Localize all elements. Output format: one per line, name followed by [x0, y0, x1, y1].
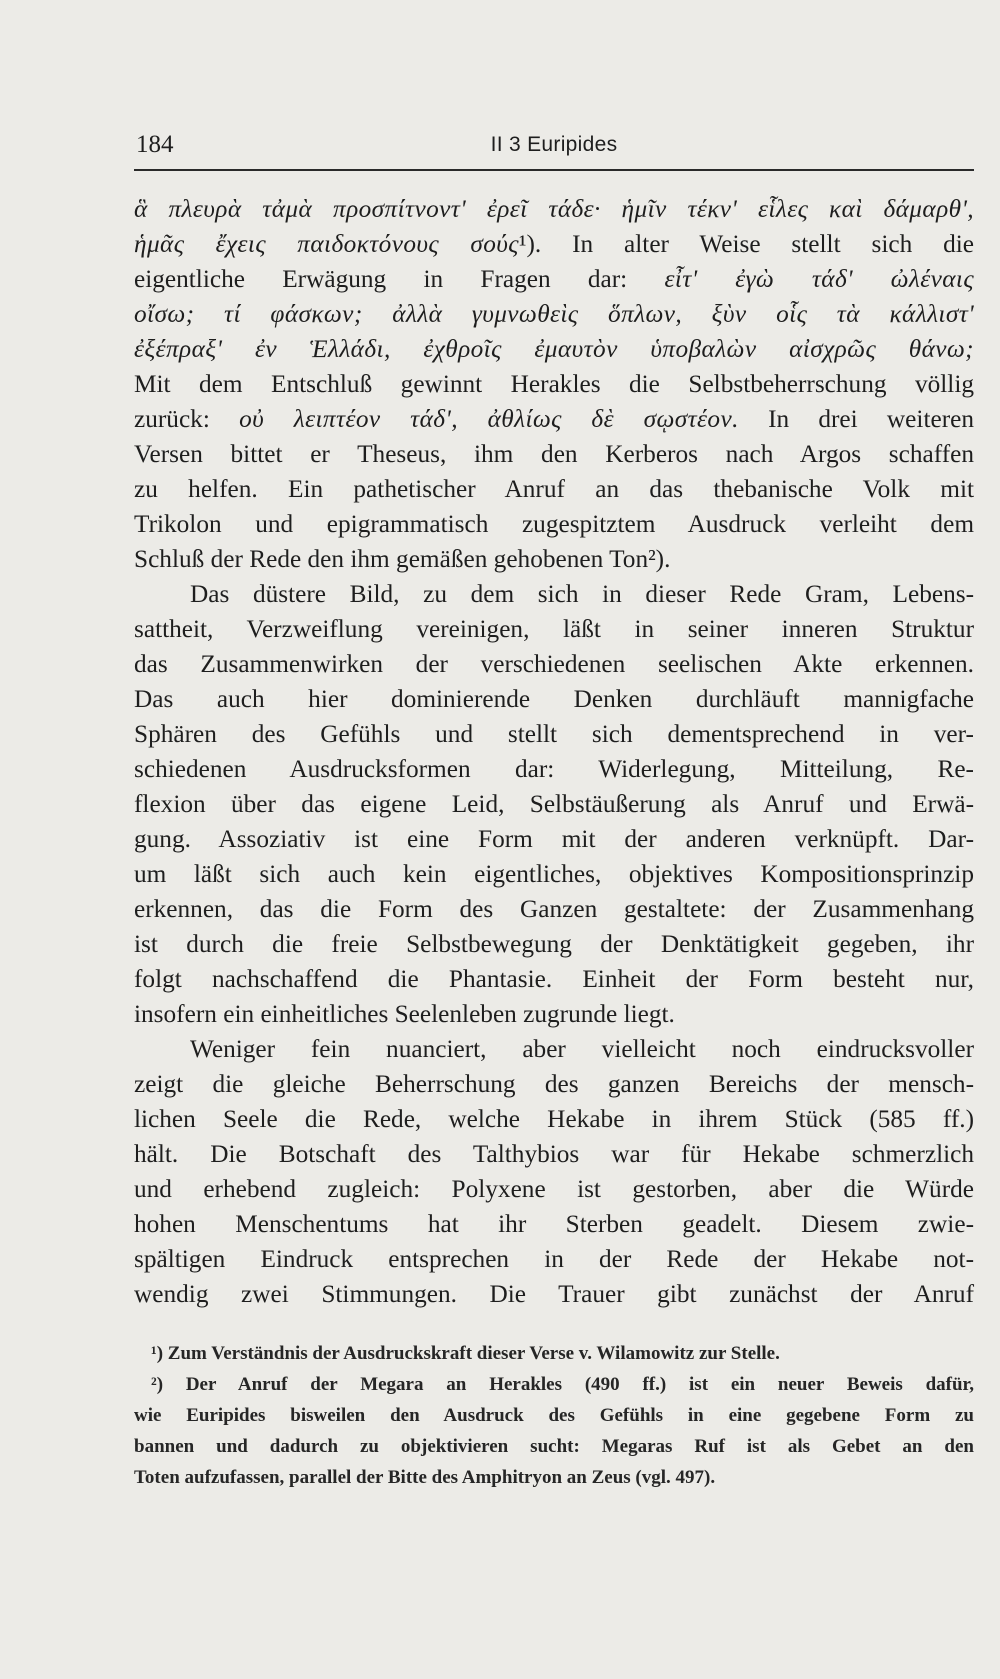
footnotes	[134, 1338, 974, 1493]
text-line: schiedenen Ausdrucksformen dar: Widerlegung, Mitteilung, Re-	[134, 755, 974, 783]
text-line: Mit dem Entschluß gewinnt Herakles die Selbstbeherrschung völlig	[134, 370, 974, 398]
text-line: ἐξέπραξ' ἐν Ἑλλάδι, ἐχθροῖς ἐμαυτὸν ὑποβαλὼν αἰσχρῶς θάνω;	[134, 335, 974, 363]
greek-quote: εἶτ' ἐγὼ τάδ' ὠλέναις	[664, 265, 974, 293]
text-line: ἃ πλευρὰ τἀμὰ προσπίτνοντ' ἐρεῖ τάδε· ἡμῖν τέκν' εἷλες καὶ δάμαρθ',	[134, 195, 974, 223]
text-line: Schluß der Rede den ihm gemäßen gehobenen Ton²).	[134, 545, 671, 573]
page-number: 184	[136, 131, 174, 158]
running-title: II 3 Euripides	[490, 133, 618, 156]
text-line: erkennen, das die Form des Ganzen gestaltete: der Zusammenhang	[134, 895, 974, 923]
text-line: Versen bittet er Theseus, ihm den Kerberos nach Argos schaffen	[134, 440, 974, 468]
text-line: insofern ein einheitliches Seelenleben zugrunde liegt.	[134, 1000, 675, 1028]
footnote-line: wie Euripides bisweilen den Ausdruck des Gefühls in eine gegebene Form zu	[134, 1405, 974, 1426]
footnote-1: ¹) Zum Verständnis der Ausdruckskraft dieser Verse v. Wilamowitz zur Stelle.	[151, 1343, 780, 1364]
text-segment: eigentliche Erwägung in Fragen dar:	[134, 265, 628, 293]
text-line: wendig zwei Stimmungen. Die Trauer gibt zunächst der Anruf	[134, 1280, 974, 1308]
main-text	[134, 192, 974, 1312]
header-rule	[134, 169, 974, 171]
text-line: οἴσω; τί φάσκων; ἀλλὰ γυμνωθεὶς ὅπλων, ξὺν οἷς τὰ κάλλιστ'	[134, 300, 974, 328]
text-line: folgt nachschaffend die Phantasie. Einheit der Form besteht nur,	[134, 965, 974, 993]
text-line: flexion über das eigene Leid, Selbstäußerung als Anruf und Erwä-	[134, 790, 974, 818]
footnote-2: ²) Der Anruf der Megara an Herakles (490 ff.) ist ein neuer Beweis dafür,	[151, 1374, 974, 1395]
text-line: und erhebend zugleich: Polyxene ist gestorben, aber die Würde	[134, 1175, 974, 1203]
text-segment: ¹). In alter Weise stellt sich die	[518, 230, 974, 258]
text-line: Das düstere Bild, zu dem sich in dieser Rede Gram, Lebens-	[190, 580, 974, 608]
greek-quote: ἡμᾶς ἔχεις παιδοκτόνους σούς	[134, 230, 519, 258]
greek-quote: οὐ λειπτέον τάδ', ἀθλίως δὲ σῳστέον.	[239, 405, 739, 433]
text-line: ist durch die freie Selbstbewegung der Denktätigkeit gegeben, ihr	[134, 930, 974, 958]
text-line: um läßt sich auch kein eigentliches, objektives Kompositionsprinzip	[134, 860, 974, 888]
text-segment: zurück:	[134, 405, 210, 433]
text-line: Das auch hier dominierende Denken durchläuft mannigfache	[134, 685, 974, 713]
text-line: zu helfen. Ein pathetischer Anruf an das thebanische Volk mit	[134, 475, 974, 503]
text-line: lichen Seele die Rede, welche Hekabe in ihrem Stück (585 ff.)	[134, 1105, 974, 1133]
running-head	[134, 128, 974, 162]
text-line: sattheit, Verzweiflung vereinigen, läßt in seiner inneren Struktur	[134, 615, 974, 643]
text-line: zeigt die gleiche Beherrschung des ganzen Bereichs der mensch-	[134, 1070, 974, 1098]
text-line: hält. Die Botschaft des Talthybios war für Hekabe schmerzlich	[134, 1140, 974, 1168]
text-line: das Zusammenwirken der verschiedenen seelischen Akte erkennen.	[134, 650, 974, 678]
text-line: Weniger fein nuanciert, aber vielleicht noch eindrucksvoller	[190, 1035, 974, 1063]
text-line: spältigen Eindruck entsprechen in der Rede der Hekabe not-	[134, 1245, 974, 1273]
text-segment: In drei weiteren	[768, 405, 974, 433]
text-line: Sphären des Gefühls und stellt sich dementsprechend in ver-	[134, 720, 974, 748]
text-line: gung. Assoziativ ist eine Form mit der anderen verknüpft. Dar-	[134, 825, 974, 853]
text-line	[134, 227, 974, 262]
text-line	[134, 402, 974, 437]
footnote-line: bannen und dadurch zu objektivieren sucht: Megaras Ruf ist als Gebet an den	[134, 1436, 974, 1457]
text-line	[134, 262, 974, 297]
text-line: Trikolon und epigrammatisch zugespitztem Ausdruck verleiht dem	[134, 510, 974, 538]
footnote-line: Toten aufzufassen, parallel der Bitte des Amphitryon an Zeus (vgl. 497).	[134, 1467, 716, 1488]
text-line: hohen Menschentums hat ihr Sterben geadelt. Diesem zwie-	[134, 1210, 974, 1238]
